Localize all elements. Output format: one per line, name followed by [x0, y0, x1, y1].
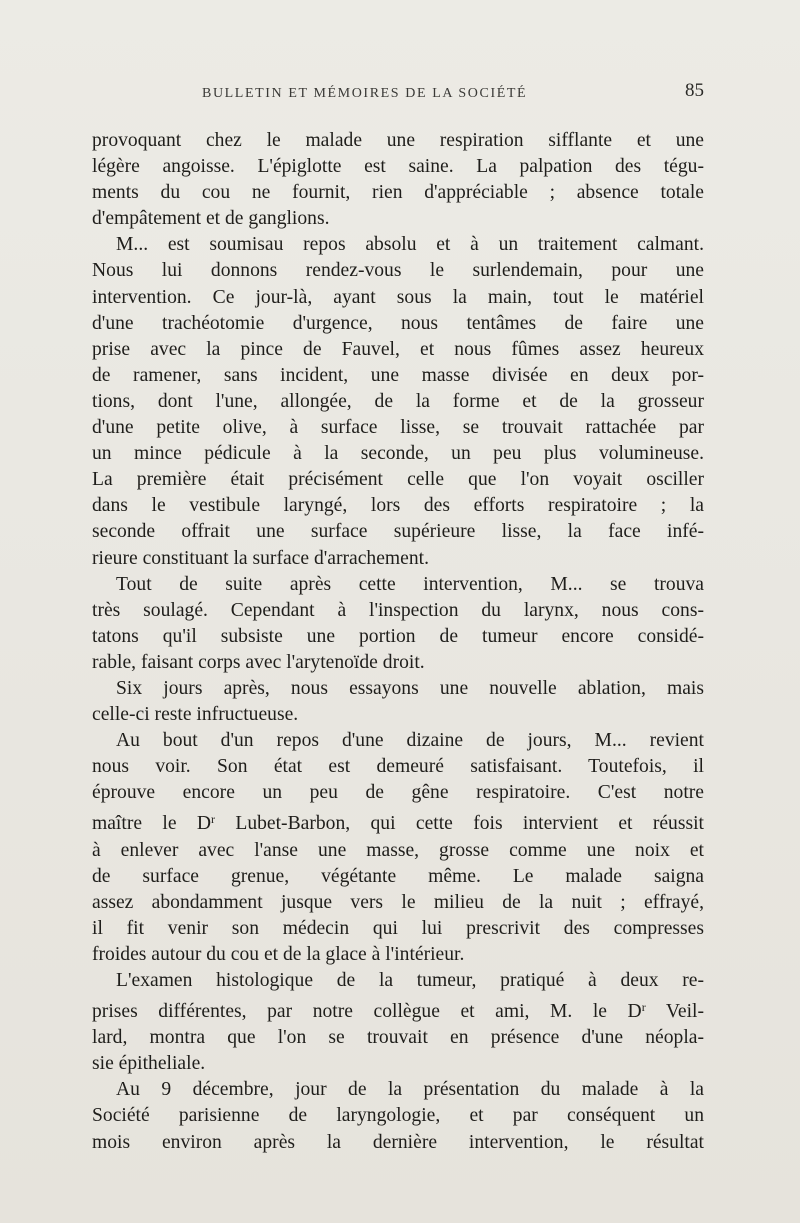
text-line: nous voir. Son état est demeuré satisfaisant. Toutefois, il — [92, 756, 704, 778]
text-line: Société parisienne de laryngologie, et par conséquent un — [92, 1105, 704, 1127]
text-line: assez abondamment jusque vers le milieu de la nuit ; effrayé, — [92, 891, 704, 913]
text-line: rable, faisant corps avec l'arytenoïde droit. — [92, 651, 425, 673]
text-line-with-superscript — [92, 806, 704, 837]
text-line: très soulagé. Cependant à l'inspection du larynx, nous cons- — [92, 599, 704, 621]
superscript: r — [641, 1000, 646, 1015]
text-line: il fit venir son médecin qui lui prescrivit des compresses — [92, 917, 704, 939]
text-line: ments du cou ne fournit, rien d'appréciable ; absence totale — [92, 182, 704, 204]
text-line: éprouve encore un peu de gêne respiratoire. C'est notre — [92, 782, 704, 804]
text-line: Nous lui donnons rendez-vous le surlendemain, pour une — [92, 260, 704, 282]
paragraph — [92, 676, 704, 728]
text-line: de ramener, sans incident, une masse divisée en deux por- — [92, 364, 704, 386]
text-line: tions, dont l'une, allongée, de la forme et de la grosseur — [92, 390, 704, 412]
paragraph — [92, 968, 704, 1077]
text-line: Au bout d'un repos d'une dizaine de jours, M... revient — [116, 730, 704, 752]
page-header — [92, 80, 704, 106]
paragraph — [92, 572, 704, 676]
text-line: de surface grenue, végétante même. Le malade saigna — [92, 865, 704, 887]
text-line: intervention. Ce jour-là, ayant sous la main, tout le matériel — [92, 286, 704, 308]
text-line: froides autour du cou et de la glace à l'intérieur. — [92, 943, 465, 965]
text-fragment: Lubet-Barbon, qui cette fois intervient et réussit — [215, 813, 704, 835]
text-line: d'une petite olive, à surface lisse, se trouvait rattachée par — [92, 417, 704, 439]
text-fragment: prises différentes, par notre collègue et ami, M. le D — [92, 1001, 642, 1023]
text-line: Au 9 décembre, jour de la présentation du malade à la — [116, 1079, 704, 1101]
paragraph — [92, 128, 704, 232]
text-line: celle-ci reste infructueuse. — [92, 704, 299, 726]
running-head: BULLETIN ET MÉMOIRES DE LA SOCIÉTÉ — [202, 86, 528, 101]
text-line: seconde offrait une surface supérieure lisse, la face infé- — [92, 521, 704, 543]
text-line: prise avec la pince de Fauvel, et nous fûmes assez heureux — [92, 338, 704, 360]
text-line: rieure constituant la surface d'arrachement. — [92, 547, 429, 569]
body-text — [92, 128, 704, 1156]
paragraph — [92, 232, 704, 571]
text-line: L'examen histologique de la tumeur, pratiqué à deux re- — [116, 970, 704, 991]
text-line: mois environ après la dernière intervention, le résultat — [92, 1131, 704, 1153]
text-line: d'une trachéotomie d'urgence, nous tentâmes de faire une — [92, 312, 704, 334]
text-line: d'empâtement et de ganglions. — [92, 208, 330, 230]
text-line: lard, montra que l'on se trouvait en présence d'une néopla- — [92, 1027, 704, 1049]
text-line: dans le vestibule laryngé, lors des efforts respiratoire ; la — [92, 495, 704, 517]
text-line: M... est soumisau repos absolu et à un traitement calmant. — [116, 234, 704, 256]
paragraph — [92, 1077, 704, 1155]
text-line: provoquant chez le malade une respiration sifflante et une — [92, 130, 704, 151]
text-line: La première était précisément celle que l'on voyait osciller — [92, 469, 704, 491]
text-line: Tout de suite après cette intervention, M... se trouva — [116, 573, 704, 595]
text-fragment: maître le D — [92, 813, 212, 835]
text-line: sie épitheliale. — [92, 1053, 206, 1075]
text-line: tatons qu'il subsiste une portion de tumeur encore considé- — [92, 625, 704, 647]
text-line: Six jours après, nous essayons une nouvelle ablation, mais — [116, 677, 704, 699]
text-line: à enlever avec l'anse une masse, grosse comme une noix et — [92, 839, 704, 861]
superscript: r — [211, 812, 216, 827]
page-number: 85 — [685, 80, 704, 101]
text-line-with-superscript — [92, 994, 704, 1025]
paragraph — [92, 728, 704, 968]
text-line: un mince pédicule à la seconde, un peu plus volumineuse. — [92, 443, 704, 465]
text-fragment: Veil- — [645, 1001, 704, 1023]
text-line: légère angoisse. L'épiglotte est saine. La palpation des tégu- — [92, 156, 704, 178]
